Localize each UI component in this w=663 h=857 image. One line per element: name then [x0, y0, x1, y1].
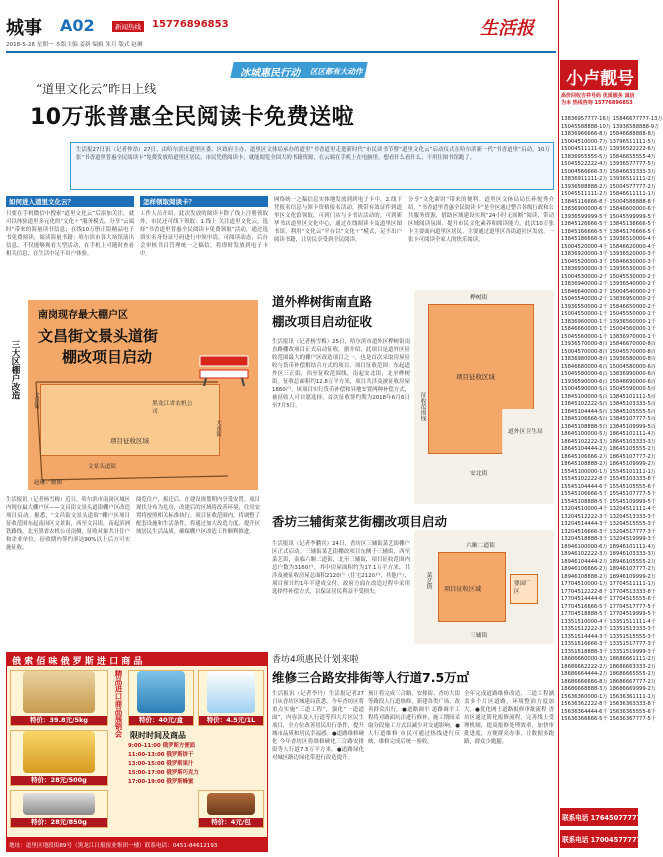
number-entry: 15004570000-8百 15045570000-8百 [561, 348, 656, 355]
number-entry: 18686660000-3万 18686661111-2万 [561, 656, 656, 662]
number-entry: 13845186666-5千 13936510000-4千 [561, 236, 656, 242]
number-entry: 13204512222-3千 13204513333-3千 [561, 513, 656, 520]
number-entry: 13836957777-16万 15846677777-13万 [561, 116, 663, 122]
hotline-label: 新闻热线 [112, 21, 144, 32]
contact-phone-1: 联系电话 17645077777 [562, 814, 642, 822]
number-entry: 18946100000-6万 18946101111-4万 [561, 543, 656, 550]
number-entry: 15004566666-3万 15846633333-3万 [561, 168, 656, 175]
product-image [23, 671, 94, 713]
number-entry: 15004590000-5百 15045590000-5百 [561, 386, 656, 392]
header-rule [6, 51, 556, 53]
number-entry: 15545108888-5千 15545109999-5千 [561, 498, 656, 505]
number-entry: 18645100000-5万 18645101111-4万 [561, 431, 656, 437]
number-entry: 13836940000-2千 13936540000-2千 [561, 281, 656, 287]
daowai-road-top: 桦树街 [470, 295, 488, 301]
number-list [561, 116, 663, 802]
number-entry: 15045588888-10万 13936588888-9万 [561, 123, 660, 130]
lead-answer-2: 工作人员介绍，此次发放的阅读卡除了线上注册领取外，市民还可线下领取：1.线上 关注道里文化云，选择“书香道里普惠全民阅读卡免费领取”活动，通过选填实名身份证号码进行申领申请，可阅读动态，后台会审核书目管理统一之稿信，将即时发放到电子卡中。 [140, 211, 268, 257]
product-image [137, 671, 184, 713]
contact-phone-2: 联系电话 17004577777 [562, 836, 642, 844]
hotline-number: 15776896853 [152, 19, 229, 30]
weixiu-col-3: 全年完成道路维修改造，三道工程涵盖多个片区道路，环境整治力度加大。●优化网上道路报修审批流程 香坊区通过简化报修流程，完善线上受理机制，提高报修处理效率，加快审批进度，方便群众办事，让数据多跑路，群众少跑腿。 [464, 691, 554, 745]
number-entry: 17704512222-8千 17704513333-8千 [561, 588, 656, 595]
number-entry: 13836920000-3千 13936520000-3千 [561, 251, 656, 257]
xiangfang-road-left: 菜艺街 [425, 572, 431, 590]
daowai-title-2: 棚改项目启动征收 [272, 314, 373, 329]
section-title: 城事 [6, 18, 42, 39]
product-card [10, 670, 108, 726]
number-entry: 18686668888-3万 18686669999-2万 [561, 686, 656, 692]
vertical-tag: 三大区棚户改造 [10, 340, 20, 400]
number-entry: 13204516666-3千 13204517777-3千 [561, 528, 656, 535]
schedule-item: 15:00-17:00 俄罗斯巧克力 [128, 770, 199, 776]
number-entry: 13836955555-5万 15846655555-4万 [561, 153, 656, 160]
schedule-item: 11:00-13:00 俄罗斯饼干 [128, 752, 194, 758]
number-entry: 15636360000-1万 15636361111-1万 [561, 693, 656, 700]
number-entry: 15004520000-4千 15846620000-4千 [561, 243, 656, 250]
daowai-road-left: 征收范围线 [419, 392, 425, 421]
weixiu-kicker: 香坊4项惠民计划来啦 [272, 655, 359, 665]
product-price: 特价：4元/包 [199, 818, 263, 827]
schedule-title: 限时时间及商品 [130, 731, 186, 740]
number-entry: 13351516666-3千 13351517777-3千 [561, 641, 656, 647]
number-entry: 18686666666-8万 18686667777-2万 [561, 678, 656, 685]
xiangfang-body: 生活报讯（记者李鹏宾）24日，香坊区三辅街菜艺街棚户区正式启动。三辅街菜艺街棚改项目东侧于三辅街，西至菜艺街，南临六顺二道街，北至三辅街，项目征收范围内总户数为3160户，其中房屋面积约为17.1万平方米，共涉及被征收房屋总面积2120户（住宅2120户，其他户），项目预计约1年半建成交付。政府方面在改造过程中采用选择性补偿方式，以保证居民利益不受损失。 [272, 541, 410, 595]
number-entry: 18645104444-2万 18645105555-2万 [561, 446, 656, 452]
xiangfang-zone-label: 项目征收区域 [444, 586, 482, 593]
daowai-road-right: 道外区卫生局 [508, 429, 543, 435]
classified-subtitle: 高价回收吉祥号码 优质服务 诚信为本 热线咨询 15776896853 [561, 93, 635, 106]
number-entry: 15045511111-2万 15846611111-1万 [561, 191, 656, 197]
xiangfang-title: 香坊三辅街菜艺街棚改项目启动 [272, 514, 448, 529]
construction-sign [196, 346, 252, 386]
number-entry: 13936599999-5千 15045599999-5千 [561, 213, 656, 220]
campaign-banner-sub: 区区都有大动作 [310, 67, 363, 76]
number-entry: 15004511111-6万 13936522222-6万 [561, 146, 656, 152]
campaign-banner-text: 冰城惠民行动 [240, 68, 300, 79]
number-entry: 18645102222-3万 18645103333-3万 [561, 438, 656, 445]
number-entry: 13845116666-8千 15004588888-8千 [561, 198, 656, 205]
number-list-items [561, 116, 663, 724]
xiangfang-plant-label: 婴园厂区 [514, 581, 531, 595]
number-entry: 13836911111-2万 13936511111-2万 [561, 176, 656, 182]
number-entry: 13845108888-5百 13845109999-5百 [561, 423, 656, 430]
page-number: A02 [60, 16, 95, 35]
product-image [23, 731, 94, 773]
nangang-body-1: 生活报讯（记者杨雪梅）近日，哈尔滨市南岗区城区内现存最大棚户区——文昌街文景头道街棚户区改造项目启动。据悉，“文昌街文景头道街”棚户区项目征收范围东起南岗区文景街，西至文昌街，南起滨洲铁路线，北至黑省农机公司南侧，征收对象共计住户和企业单位，征收期内签约率达90%以上后方可实施征收。 [6, 497, 130, 551]
number-entry: 13836960000-1千 13936560000-1千 [561, 318, 656, 325]
lead-intro: 生活报27日讯（记者仲昂）27日，由哈尔滨市道里区委、区政府主办、道里区文体局承办的道里“书香道里走进新时代”市民读书节暨“道里文化云”启动仪式在哈尔滨新一代“书香道里”启动，10万张“书香道里普惠全民阅读卡”免费发放给道里区居民。市民凭借阅读卡，就能阅览全国大的书籍资源，在云端在手机上在电脑里，想看什么看什么，不用往图书馆跑了。 [76, 147, 550, 161]
number-entry: 15004510000-7万 13796511111-5万 [561, 138, 656, 145]
product-image [23, 793, 94, 815]
product-card [10, 730, 108, 786]
nangang-title-1: 文昌街文景头道街 [38, 327, 159, 345]
number-entry: 15045540000-2千 13836950000-2千 [561, 296, 656, 302]
nangang-company-label: 黑龙江省农机公司 [152, 401, 193, 415]
daowai-road-bottom: 安北街 [470, 471, 488, 477]
number-entry: 15045580000-6百 13836990000-6百 [561, 371, 656, 377]
number-entry: 15545106666-5千 15545107777-5千 [561, 491, 656, 497]
xiangfang-road-bottom: 三辅街 [470, 633, 488, 639]
product-price: 特价：4.5元/1L [199, 716, 263, 725]
number-entry: 15846640000-2千 15004540000-2千 [561, 288, 656, 295]
number-entry: 15636364444-6千 15636365555-6千 [561, 708, 656, 715]
nangang-zone-label: 项目征收区域 [110, 437, 149, 445]
number-entry: 18686662222-2万 18686663333-2万 [561, 663, 656, 670]
number-entry: 13836980000-8百 13936580000-8百 [561, 356, 656, 362]
number-entry: 18946106666-2万 18946107777-2万 [561, 566, 656, 572]
daowai-zone-label: 项目征收区域 [456, 373, 495, 381]
number-entry: 13936590000-6百 15846690000-6百 [561, 378, 656, 385]
number-entry: 13936550000-2千 15846650000-2千 [561, 303, 656, 310]
number-entry: 15545104444-6千 15545105555-6千 [561, 483, 656, 490]
number-entry: 13845102222-5百 13845103333-5百 [561, 401, 656, 407]
product-image [207, 671, 254, 713]
number-entry: 13845106666-5百 13845107777-5百 [561, 416, 656, 422]
product-price: 特价：39.8元/5kg [11, 716, 107, 725]
schedule-item: 13:00-15:00 俄罗斯果汁 [128, 761, 194, 767]
number-entry: 13204510000-4千 13204511111-4千 [561, 506, 656, 512]
number-entry: 13845104444-5百 13845105555-5百 [561, 408, 656, 415]
number-entry: 13936588888-2万 15004577777-2万 [561, 183, 656, 190]
product-price: 特价：28元/850g [11, 818, 107, 827]
weixiu-col-2: 预计将完成三合路、安排街、香坊大街等路段人行道维修，新建各类广场，改善群众出行。●道路调平 道路调平工程将对路面坑洼进行修补，施工期间采取分段施工方式以减少对交通影响。●人行道维修 市民可通过热线进行反映，维修完成后统一验收。 [368, 691, 460, 745]
number-entry: 13936570000-8百 15846670000-8百 [561, 341, 656, 347]
lead-column-3: 网络统一之稿信息实体地发放到到电子卡中。2.线下 凭报名信息与领卡资格报名活动，携带有效证件到道里区文化馆领取，可到门店与卡书店活动的。可到新华书店道里区文化中心，通过在线阅读卡及道里区图书馆，利用“文化云”平台以“文化＋”模式，足不出户阅读书籍，让居民享受到全民阅读。 [274, 197, 402, 243]
number-entry: 15545100000-1万 15545101111-1万 [561, 468, 656, 475]
ad-side-text: 精品进口商品展销会 [114, 670, 123, 738]
number-entry: 13204518888-3千 13204519999-3千 [561, 536, 656, 542]
number-entry: 17704516666-5千 17704517777-5千 [561, 603, 656, 610]
nangang-road-3: 大直街 [215, 420, 221, 437]
number-entry: 13836966666-8万 15846688888-8万 [561, 131, 656, 137]
number-entry: 18946104444-2万 18946105555-2万 [561, 558, 656, 565]
number-entry: 18946102222-3万 18946103333-3万 [561, 551, 656, 557]
product-card [198, 670, 264, 726]
number-entry: 15045560000-1千 13836970000-1千 [561, 333, 656, 340]
number-entry: 15636366666-5千 15636367777-5千 [561, 716, 656, 722]
number-entry: 15004530000-2千 15045530000-2千 [561, 273, 656, 280]
ad-title: 俄 索 佰 味 俄 罗 斯 进 口 商 品 [12, 657, 143, 667]
xiangfang-road-top: 六顺二道街 [466, 543, 495, 549]
product-card [10, 790, 108, 828]
number-entry: 13836930000-3千 13936530000-3千 [561, 266, 656, 272]
nangang-body-2: 阅览住户，拆迁后，在建设规划期内享受安置。项目现状分布为危房，改建后的区域将改善环境，住房安置将按照相关标准执行。项目征收范围内，将调整了配套设施和生活条件。将通过加大改造力度，提升区域居民生活品质，确保棚户区改造工作顺利推进。 [136, 497, 260, 535]
number-entry: 13351512222-3千 13351513333-3千 [561, 626, 656, 632]
product-price: 特价：40元/盒 [129, 716, 193, 725]
nangang-kicker: 南岗现存最大棚户区 [38, 310, 128, 321]
number-entry: 18946108888-2万 18946109999-2万 [561, 573, 656, 580]
number-entry: 15846660000-1千 15004560000-1千 [561, 326, 656, 332]
number-entry: 17704510000-1万 17704511111-1万 [561, 581, 656, 587]
weixiu-col-1: 生活报讯（记者李丹）生活报记者27日从香坊区城建局获悉，今年香坊区将重点实施“三道工程”，强化“一道道面”，内容涉及人行道等四大片区民生项目，全方位改善居民出行条件，提升城市品质和居民幸福感。●道路维修硬化 今年香坊区将维修硬化三合路安排街等人行道7.5万平方米。●道路绿化 对城区路边绿化带进行改造提升。 [272, 691, 364, 761]
number-entry: 13351518888-3千 13351519999-3千 [561, 648, 656, 655]
q1-text: 如何进入道里文化云？ [9, 198, 74, 206]
q2-text: 怎样领取阅读卡？ [143, 198, 195, 206]
number-entry: 15004550000-1千 15045550000-1千 [561, 311, 656, 317]
nangang-credit: 赵琳／制图 [34, 480, 62, 486]
number-entry: 15846680000-6百 15004580000-6百 [561, 363, 656, 370]
dateline: 2018-5-28 星期一 本版主编 姜新 编辑 朱月 版式 赵琳 [6, 42, 143, 48]
daowai-title-1: 道外桦树街南直路 [272, 294, 373, 309]
weixiu-title: 维修三合路安排街等人行道7.5万㎡ [272, 670, 470, 685]
classified-title: 小卢靓号 [566, 69, 634, 89]
lead-column-4: 分享“文化新时”带来的便利。道里区文体局局长孙悦秀介绍，“书香道里普惠全民阅读卡”是全区通过整合各级行政和公共服务资源，借助区域建设实现“24小时无间断”阅读，带动区域阅读氛围，提升市民文化素养和阅读能力。此次10万张卡主要面向道里区居民，主要通过道里区各街道社区发放，一张卡可阅读全家人的快乐阅读。 [408, 197, 554, 243]
schedule-item: 9:00-11:00 俄罗斯方便面 [128, 743, 196, 749]
schedule-item: 17:00-19:00 俄罗斯蜂蜜 [128, 779, 194, 785]
number-entry: 15545102222-8千 15545103333-8千 [561, 476, 656, 482]
number-entry: 13845126666-5千 13845136666-5千 [561, 221, 656, 227]
number-entry: 15045520000-3千 15846630000-3千 [561, 258, 656, 265]
nangang-road-1: 文昌街 [33, 392, 39, 409]
number-entry: 13351514444-3千 13351515555-3千 [561, 633, 656, 640]
road-lines [28, 380, 258, 490]
product-price: 特价：28元/500g [11, 776, 107, 785]
number-entry: 18645106666-2万 18645107777-2万 [561, 453, 656, 460]
number-entry: 13204514444-3千 13204515555-3千 [561, 521, 656, 527]
number-entry: 13845166666-5千 13845176666-5千 [561, 228, 656, 235]
nangang-title-2: 棚改项目启动 [62, 348, 153, 366]
product-image [207, 793, 254, 815]
number-entry: 17704518888-5千 17704519999-5千 [561, 611, 656, 617]
product-card [128, 670, 194, 726]
paper-logo: 生活报 [480, 18, 534, 39]
lead-kicker: “道里文化云”昨日上线 [36, 82, 157, 96]
number-entry: 13836900000-6千 15846600000-6千 [561, 206, 656, 212]
number-entry: 13845100000-5百 13845101111-5百 [561, 393, 656, 400]
number-entry: 18686664444-2万 18686665555-2万 [561, 671, 656, 677]
lead-headline: 10万张普惠全民阅读卡免费送啦 [30, 105, 355, 130]
number-entry: 15636362222-8千 15636363333-8千 [561, 701, 656, 707]
masthead [0, 0, 558, 60]
number-entry: 17704514444-6千 17704515555-6千 [561, 596, 656, 602]
daowai-body: 生活报讯（记者杨雪梅）25日，哈尔滨市道外区桦树街南直路棚改项目正式启动征收。据介绍，此项目是道外区征收范围最大的棚户区改造项目之一，也是首次采取房屋征收与货币补偿相结合方式的项目。项目征收范围：东起道外区三正街，西至征收范围线，南起安北街，北至桦树街。征收总面积约12.8万平方米，项目共涉及被征收房屋1860户。该项目实行货币补偿和异地安置两种补偿方式，被征收人可自愿选择，首次征收签约期为2018年6月6日至7月5日。 [272, 339, 410, 409]
nangang-road-2: 文景头道街 [88, 464, 116, 470]
number-entry: 18645108888-2万 18645109999-2万 [561, 461, 656, 467]
number-entry: 15045522222-4万 13936577777-5万 [561, 161, 656, 167]
lead-answer-1: 只要在手机微信中搜索“道里文化云”后添加关注，就可以体验道里多元化的“文化＋”服务模式，分享“云端时”带来的海量读书信息；在线10万册正版精品电子书免费阅读，阅读海量书籍；哈尔滨市各大场馆演出信息，不仅能够观看大型活动，在手机上可随时查看相关信息，在生活中足不出户体验。 [6, 211, 134, 257]
ad-footer: 地址：道里区地段街89号（黑龙江日报报业集团一楼）联系电话：0451-84612193 [9, 843, 218, 849]
product-card [198, 790, 264, 828]
number-entry: 13351510000-4千 13351511111-4千 [561, 618, 656, 625]
